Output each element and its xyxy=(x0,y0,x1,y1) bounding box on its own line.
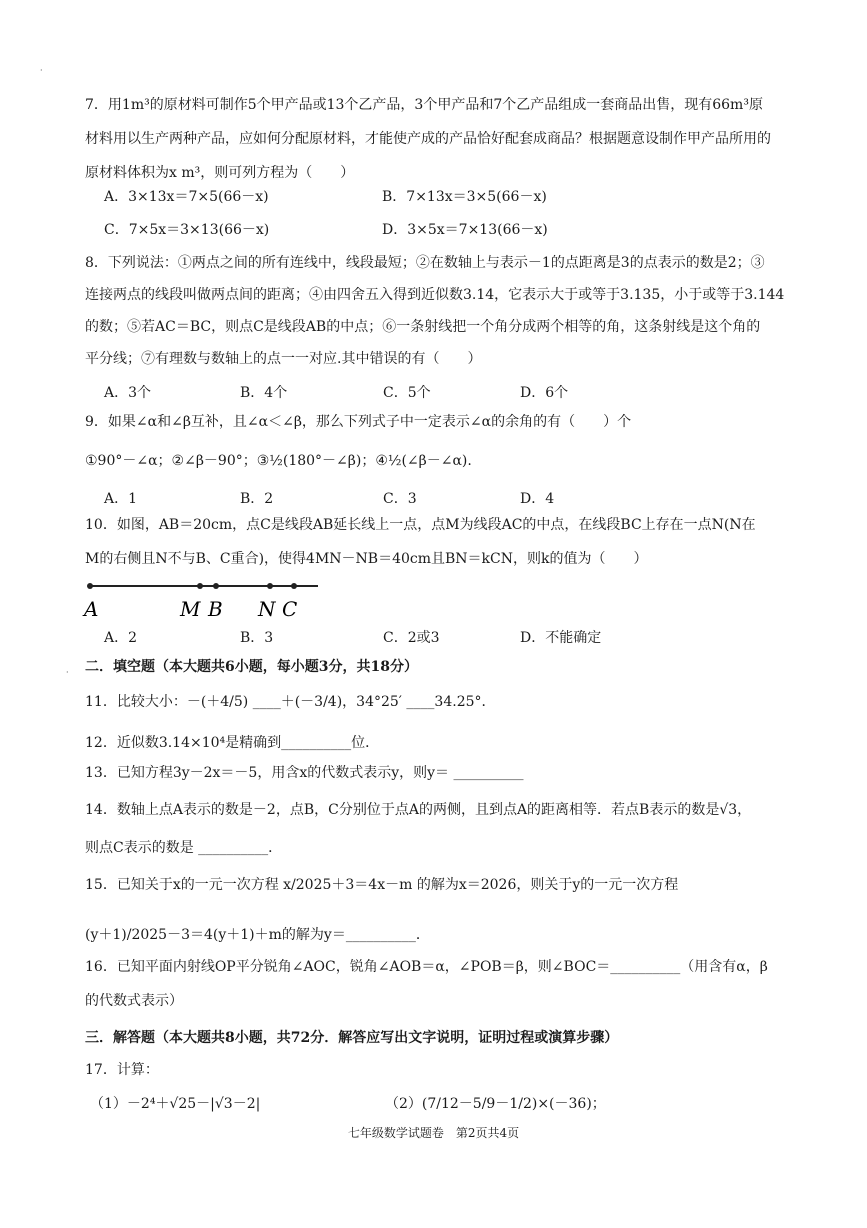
question-17-part-1: （1）－2⁴＋√25－|√3－2| xyxy=(90,1096,261,1112)
scan-dot: · xyxy=(40,66,43,75)
option-a: A．1 xyxy=(104,491,138,507)
option-d: D．6个 xyxy=(520,385,569,401)
question-text-line: 14．数轴上点A表示的数是－2，点B，C分别位于点A的两侧，且到点A的距离相等．若点B表示的数是√3， xyxy=(85,802,752,818)
point-a-label: A xyxy=(84,597,99,621)
point-n-label: N xyxy=(258,597,276,621)
point-m-dot xyxy=(197,583,203,589)
option-d: D．4 xyxy=(520,491,555,507)
question-text-line: 平分线；⑦有理数与数轴上的点一一对应.其中错误的有（ ） xyxy=(85,351,482,367)
question-text-line: 则点C表示的数是 __________． xyxy=(85,840,283,856)
line-segment-figure xyxy=(80,574,330,624)
point-c-label: C xyxy=(282,597,298,621)
question-text-line: 7．用1m³的原材料可制作5个甲产品或13个乙产品，3个甲产品和7个乙产品组成一套商品出售，现有66m³原 xyxy=(85,97,763,113)
question-text-line: 10．如图，AB＝20cm，点C是线段AB延长线上一点，点M为线段AC的中点，在线段BC上存在一点N(N在 xyxy=(85,517,756,533)
option-a: A．2 xyxy=(104,630,138,646)
question-10 xyxy=(85,510,785,574)
question-text-line: 15．已知关于x的一元一次方程 x/2025＋3＝4x－m 的解为x＝2026，则关于y的一元一次方程 xyxy=(85,877,679,893)
question-text-line: 的代数式表示） xyxy=(85,993,183,1009)
question-12: 12．近似数3.14×10⁴是精确到__________位． xyxy=(85,735,380,751)
option-d: D．3×5x＝7×13(66－x) xyxy=(382,222,548,238)
question-17-title: 17．计算： xyxy=(85,1062,159,1078)
point-m-label: M xyxy=(180,597,201,621)
question-13: 13．已知方程3y－2x＝－5，用含x的代数式表示y，则y＝ __________ xyxy=(85,765,524,781)
question-9 xyxy=(85,407,785,476)
point-b-label: B xyxy=(208,597,223,621)
question-8 xyxy=(85,248,785,374)
question-text-line: 8．下列说法：①两点之间的所有连线中，线段最短；②在数轴上与表示－1的点距离是3的点表示的数是2；③ xyxy=(85,255,765,271)
question-text-line: 连接两点的线段叫做两点间的距离；④由四舍五入得到近似数3.14，它表示大于或等于3.135，小于或等于3.144 xyxy=(85,287,785,303)
option-c: C．5个 xyxy=(383,385,431,401)
option-c: C．2或3 xyxy=(383,630,440,646)
question-14 xyxy=(85,795,785,863)
option-b: B．2 xyxy=(240,491,274,507)
point-n-dot xyxy=(267,583,273,589)
question-text-line: M的右侧且N不与B、C重合)，使得4MN－NB＝40cm且BN＝kCN，则k的值为（ ） xyxy=(85,551,648,567)
scan-dot: · xyxy=(66,668,69,677)
question-7 xyxy=(85,90,785,188)
question-text-line: (y＋1)/2025－3＝4(y＋1)＋m的解为y＝__________． xyxy=(85,927,430,943)
section-heading-fill-blank: 二．填空题（本大题共6小题，每小题3分，共18分） xyxy=(85,659,418,675)
question-17-part-2: （2）(7/12－5/9－1/2)×(－36)； xyxy=(385,1096,606,1112)
question-15 xyxy=(85,870,785,950)
page-footer: 七年级数学试题卷 第2页共4页 xyxy=(347,1126,520,1140)
option-b: B．4个 xyxy=(240,385,288,401)
question-text-line: 原材料体积为x m³，则可列方程为（ ） xyxy=(85,165,355,181)
question-text-line: 的数；⑤若AC＝BC，则点C是线段AB的中点；⑥一条射线把一个角分成两个相等的角，这条射线是这个角的 xyxy=(85,319,761,335)
option-a: A．3×13x＝7×5(66－x) xyxy=(104,189,269,205)
option-b: B．7×13x＝3×5(66－x) xyxy=(382,189,547,205)
option-b: B．3 xyxy=(240,630,274,646)
point-b-dot xyxy=(213,583,219,589)
option-c: C．7×5x＝3×13(66－x) xyxy=(104,222,270,238)
question-text-line: 9．如果∠α和∠β互补，且∠α＜∠β，那么下列式子中一定表示∠α的余角的有（ ）个 xyxy=(85,414,632,430)
section-heading-solve: 三．解答题（本大题共8小题，共72分．解答应写出文字说明，证明过程或演算步骤） xyxy=(85,1030,619,1046)
question-16 xyxy=(85,952,785,1016)
question-text-line: 16．已知平面内射线OP平分锐角∠AOC，锐角∠AOB＝α，∠POB＝β，则∠BOC＝__________（用含有α，β xyxy=(85,959,768,975)
option-c: C．3 xyxy=(383,491,417,507)
question-text-line: 材料用以生产两种产品，应如何分配原材料，才能使产成的产品恰好配套成商品？根据题意设制作甲产品所用的 xyxy=(85,131,771,147)
option-d: D．不能确定 xyxy=(520,630,602,646)
question-text-line: ①90°－∠α；②∠β－90°；③½(180°－∠β)；④½(∠β－∠α). xyxy=(85,453,472,469)
point-c-dot xyxy=(291,583,297,589)
option-a: A．3个 xyxy=(104,385,152,401)
point-a-dot xyxy=(87,583,93,589)
question-11: 11．比较大小：－(＋4/5) ____＋(－3/4)，34°25′ ____34.25°． xyxy=(85,694,496,710)
